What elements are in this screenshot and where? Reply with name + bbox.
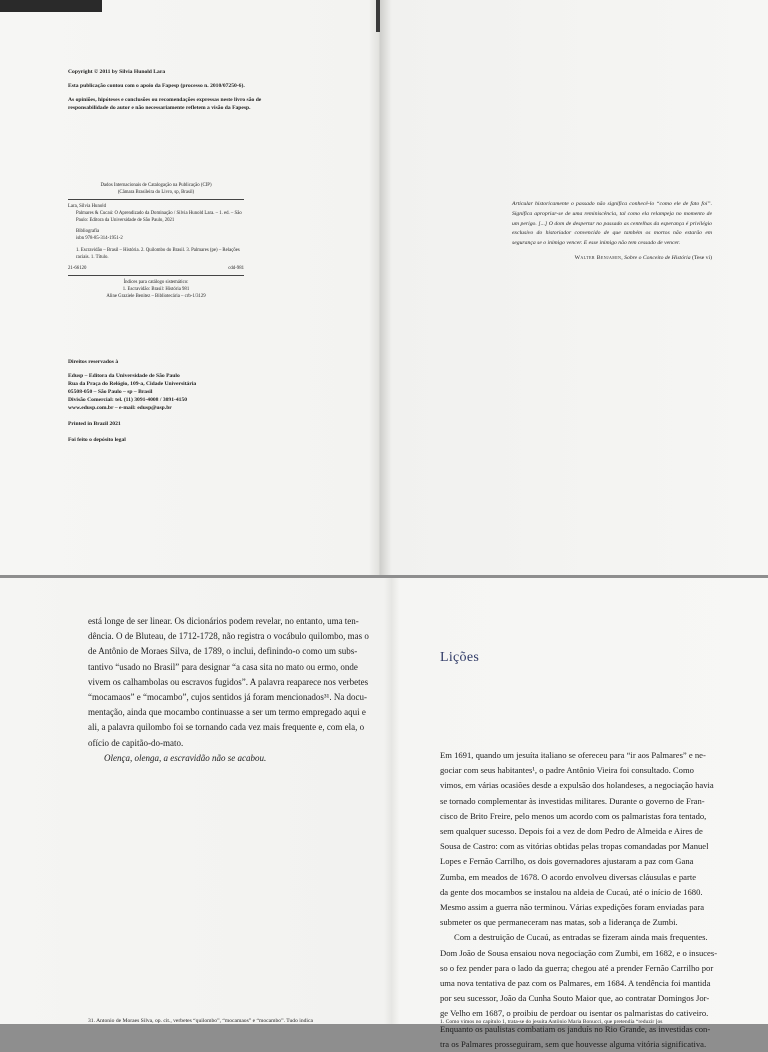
cip-rule-top bbox=[68, 199, 244, 200]
text-line: ofício de capitão-do-mato. bbox=[88, 737, 184, 748]
copyright-line: Copyright © 2011 by Silvia Hunold Lara bbox=[68, 69, 166, 75]
text-line: gociar com seus habitantes¹, o padre Antônio Vieira foi consultado. Como bbox=[440, 765, 694, 776]
text-line: dência. O de Bluteau, de 1712-1728, não registra o vocábulo quilombo, mas o bbox=[88, 631, 369, 642]
text-line: Zumba, em meados de 1678. O acordo envolveu diversas cláusulas e parte bbox=[440, 871, 697, 882]
cdd: cdd-981 bbox=[228, 266, 244, 271]
copyright-page bbox=[68, 68, 278, 444]
cip-number: 21-66120 bbox=[68, 266, 87, 271]
left-footnote: 31. Antonio de Moraes Silva, op. cit., verbetes “quilombo”, “mocamaos” e “mocambo”. Tudo indica bbox=[88, 1018, 313, 1024]
text-line: tantivo “usado no Brasil” para designar “a casa sita no mato ou ermo, onde bbox=[88, 661, 358, 672]
text-line: de Antônio de Moraes Silva, de 1789, o inclui, definindo-o como um subs- bbox=[88, 646, 358, 657]
cip-subtitle: (Câmara Brasileira do Livro, sp, Brasil) bbox=[117, 190, 195, 195]
publisher-address-2: 05508-050 – São Paulo – sp – Brasil bbox=[68, 389, 153, 395]
lessons-paragraph-1 bbox=[440, 748, 730, 930]
text-line: se tornado complementar às investidas militares. Durante o governo de Fran- bbox=[440, 795, 705, 806]
page-tab-mark bbox=[376, 0, 380, 32]
text-line: so o fez pender para o lado da guerra; chegou até a prender Fernão Carrilho por bbox=[440, 962, 714, 973]
left-text-page bbox=[88, 614, 388, 1024]
closing-line-text: Olença, olenga, a escravidão não se acabou. bbox=[104, 752, 267, 763]
epigraph-author: Walter Benjamin bbox=[574, 254, 622, 261]
epigraph-reference: (Tese vi) bbox=[692, 254, 712, 261]
text-line: da gente dos mocambos se instalou na aldeia de Cucaú, até o início de 1680. bbox=[440, 886, 703, 897]
epigraph-attribution: Walter Benjamin, Sobre o Conceito de História (Tese vi) bbox=[574, 254, 712, 261]
text-line: vimos, em várias ocasiões desde a expulsão dos holandeses, a negociação havia bbox=[440, 780, 714, 791]
publication-support: Esta publicação contou com o apoio da Fapesp (processo n. 2010/07250-6). bbox=[68, 83, 245, 89]
text-line: uma nova tentativa de paz com os Palmares, em 1684. A tendência foi mantida bbox=[440, 978, 711, 989]
text-line: ali, a palavra quilombo foi se tornando cada vez mais frequente e, com ela, o bbox=[88, 722, 365, 733]
subjects: 1. Escravidão – Brasil – História. 2. Quilombo do Brasil. 3. Palmares (pe) – Relações raciais. 1. Título. bbox=[76, 248, 240, 260]
author-entry: Lara, Silvia Hunold bbox=[68, 204, 106, 209]
bibliography-label: Bibliografia bbox=[76, 229, 100, 234]
librarian: Aline Graziele Benitez – Bibliotecária – crb-1/3129 bbox=[106, 294, 206, 299]
text-line: por seu sucessor, João da Cunha Souto Maior que, ao contratar Domingos Jor- bbox=[440, 993, 710, 1004]
publisher-address-1: Rua da Praça do Relógio, 109-a, Cidade Universitária bbox=[68, 381, 197, 387]
epigraph-quote: Articular historicamente o passado não significa conhecê-lo “como ele de fato foi”. Significa apropriar-se de uma reminiscência, tal como ela relampeja no momento de um perigo. [...] O dom de despertar no passado as centelhas da esperança é privilégio exclusivo do historiador convencido de que também os mortos não estarão em segurança se o inimigo vencer. E esse inimigo não tem cessado de vencer. bbox=[512, 201, 712, 247]
text-line: Em 1691, quando um jesuíta italiano se ofereceu para “ir aos Palmares” e ne- bbox=[440, 750, 706, 760]
publisher-block bbox=[68, 358, 278, 444]
cip-block bbox=[68, 182, 244, 300]
lessons-paragraph-2 bbox=[440, 930, 730, 1052]
rights-line: Direitos reservados à bbox=[68, 359, 119, 365]
bottom-book-spread bbox=[0, 578, 768, 1049]
text-line: está longe de ser linear. Os dicionários podem revelar, no entanto, uma ten- bbox=[88, 616, 359, 626]
scanner-edge-shadow bbox=[0, 0, 102, 12]
title-entry: Palmares & Cucaú: O Aprendizado da Dominação / Silvia Hunold Lara. – 1. ed. – São Paulo: Editora da Universidade de São Paulo, 2021 bbox=[76, 211, 242, 223]
text-line: submeter os que permaneceram nas matas, sob a liderança de Zumbi. bbox=[440, 917, 678, 928]
chapter-heading: Lições bbox=[440, 650, 480, 665]
publisher-name: Edusp – Editora da Universidade de São Paulo bbox=[68, 373, 180, 379]
printed-line: Printed in Brazil 2021 bbox=[68, 421, 121, 427]
text-line: cisco de Brito Freire, pelo menos um acordo com os palmaristas fora tentado, bbox=[440, 810, 707, 821]
cip-numbers bbox=[68, 265, 244, 272]
left-paragraph bbox=[88, 614, 388, 751]
text-line: Dom João de Sousa ensaiou nova negociação com Zumbi, em 1682, e o insuces- bbox=[440, 947, 718, 958]
text-line: ge Velho em 1687, o proibiu de perdoar ou isentar os palmaristas do cativeiro. bbox=[440, 1008, 709, 1019]
lessons-page bbox=[440, 650, 730, 1052]
text-line: Enquanto os paulistas combatiam os janduís no Rio Grande, as investidas con- bbox=[440, 1023, 711, 1034]
index-title: Índices para catálogo sistemático: bbox=[123, 280, 189, 285]
isbn: isbn 978-85-314-1951-2 bbox=[76, 236, 123, 241]
text-line: sem qualquer sucesso. Depois foi a vez de dom Pedro de Almeida e Aires de bbox=[440, 826, 703, 837]
epigraph-work: Sobre o Conceito de História bbox=[624, 254, 691, 261]
epigraph-page bbox=[512, 200, 712, 263]
text-line: Lopes e Fernão Carrilho, os dois governadores ajustaram a paz com Gana bbox=[440, 856, 694, 867]
text-line: tra os Palmares prosseguiram, sem que houvesse alguma vitória significativa. bbox=[440, 1038, 707, 1049]
text-line: vivem os calhambolas ou escravos fugidos”. A palavra reaparece nos verbetes bbox=[88, 676, 369, 687]
disclaimer: As opiniões, hipóteses e conclusões ou recomendações expressas neste livro são de responsabilidade do autor e não necessariamente refletem a visão da Fapesp. bbox=[68, 97, 262, 111]
publisher-phone: Divisão Comercial: tel. (11) 3091-4008 / 3091-4150 bbox=[68, 397, 188, 403]
legal-deposit: Foi feito o depósito legal bbox=[68, 437, 126, 443]
cip-rule-bottom bbox=[68, 275, 244, 276]
text-line: Com a destruição de Cucaú, as entradas se fizeram ainda mais frequentes. bbox=[454, 932, 708, 943]
lessons-footnote: 1. Como vimos no capítulo 1, trata-se do jesuíta Antônio Maria Bonucci, que pretendia “reduzir [os bbox=[440, 1019, 663, 1025]
closing-line bbox=[88, 751, 388, 766]
text-line: Sousa de Castro: com as vitórias obtidas pelas tropas comandadas por Manuel bbox=[440, 841, 709, 852]
text-line: “mocamaos” e “mocambo”, cujos sentidos já foram mencionados³¹. Na docu- bbox=[88, 692, 368, 703]
text-line: Mesmo assim a guerra não terminou. Várias expedições foram enviadas para bbox=[440, 902, 705, 913]
publisher-web: www.edusp.com.br – e-mail: edusp@usp.br bbox=[68, 405, 172, 411]
cip-title: Dados Internacionais de Catalogação na Publicação (CIP) bbox=[100, 183, 212, 188]
index-entry: 1. Escravidão: Brasil: História 981 bbox=[122, 287, 190, 292]
text-line: mentação, ainda que mocambo continuasse a ser um termo empregado aqui e bbox=[88, 707, 366, 718]
